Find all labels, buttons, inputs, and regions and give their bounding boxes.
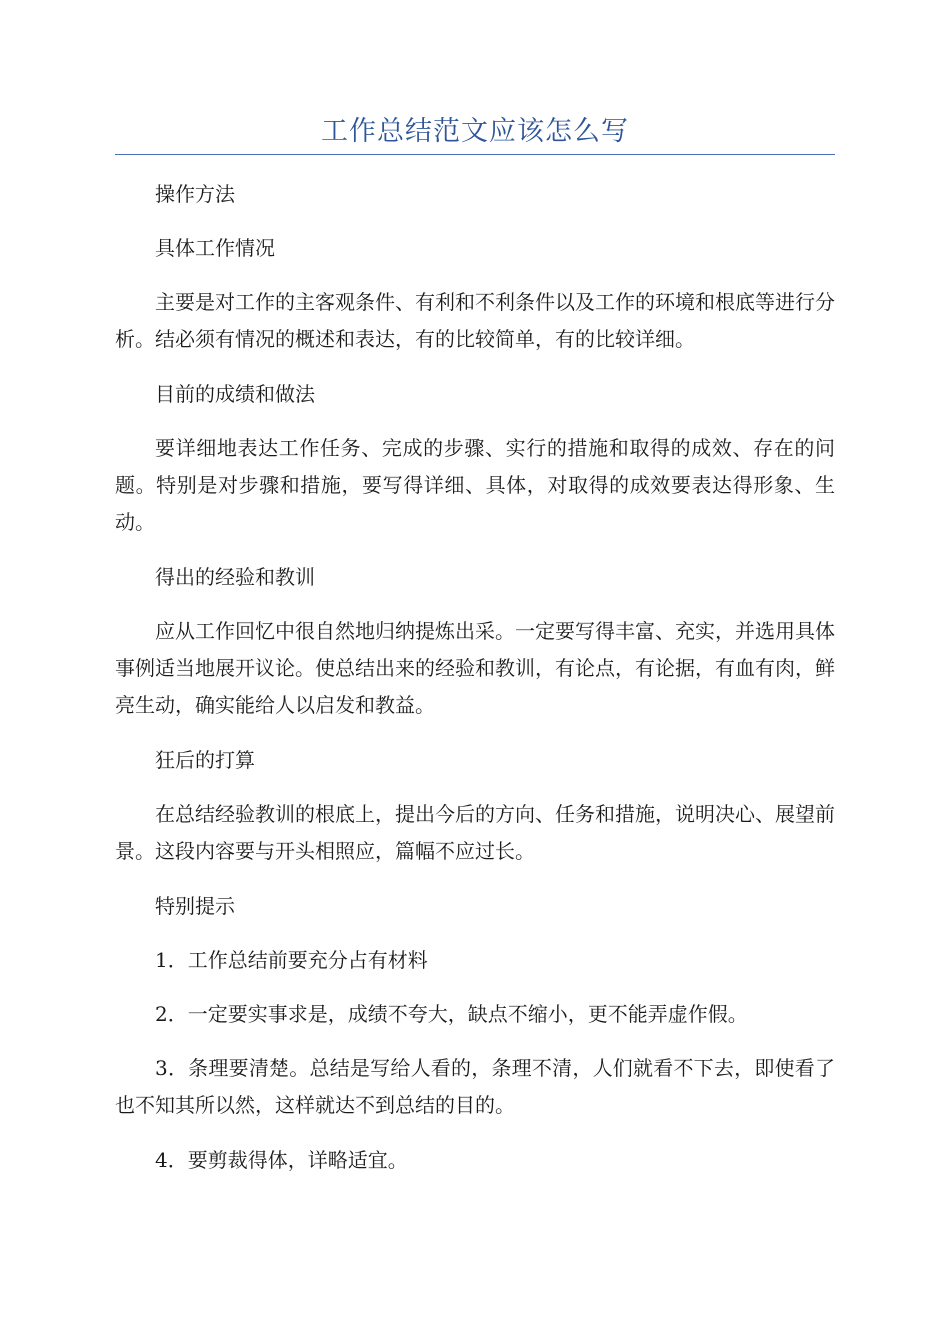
section-heading-method: 操作方法: [155, 182, 235, 206]
document-title: 工作总结范文应该怎么写: [321, 116, 629, 147]
section-heading-work-status: 具体工作情况: [155, 236, 275, 260]
paragraph-plans: 在总结经验教训的根底上，提出今后的方向、任务和措施，说明决心、展望前景。这段内容要与开头相照应，篇幅不应过长。: [115, 802, 835, 863]
tip-item-1: 1．工作总结前要充分占有材料: [155, 948, 428, 972]
paragraph-lessons: 应从工作回忆中很自然地归纳提炼出采。一定要写得丰富、充实，并选用具体事例适当地展开议论。使总结出来的经验和教训，有论点，有论据，有血有肉，鲜亮生动，确实能给人以启发和教益。: [115, 619, 835, 717]
title-underline: [115, 154, 835, 155]
paragraph-work-status: 主要是对工作的主客观条件、有利和不利条件以及工作的环境和根底等进行分析。结必须有情况的概述和表达，有的比较简单，有的比较详细。: [115, 290, 835, 351]
tip-item-3: 3．条理要清楚。总结是写给人看的，条理不清，人们就看不下去，即使看了也不知其所以然，这样就达不到总结的目的。: [115, 1056, 835, 1117]
tip-item-2: 2．一定要实事求是，成绩不夸大，缺点不缩小，更不能弄虚作假。: [155, 1002, 748, 1026]
section-heading-tips: 特别提示: [155, 894, 235, 918]
tip-item-4: 4．要剪裁得体，详略适宜。: [155, 1148, 408, 1172]
paragraph-achievements: 要详细地表达工作任务、完成的步骤、实行的措施和取得的成效、存在的问题。特别是对步骤和措施，要写得详细、具体，对取得的成效要表达得形象、生动。: [115, 436, 835, 534]
section-heading-lessons: 得出的经验和教训: [155, 565, 315, 589]
section-heading-achievements: 目前的成绩和做法: [155, 382, 315, 406]
section-heading-plans: 狂后的打算: [155, 748, 255, 772]
document-body: [115, 176, 835, 1196]
